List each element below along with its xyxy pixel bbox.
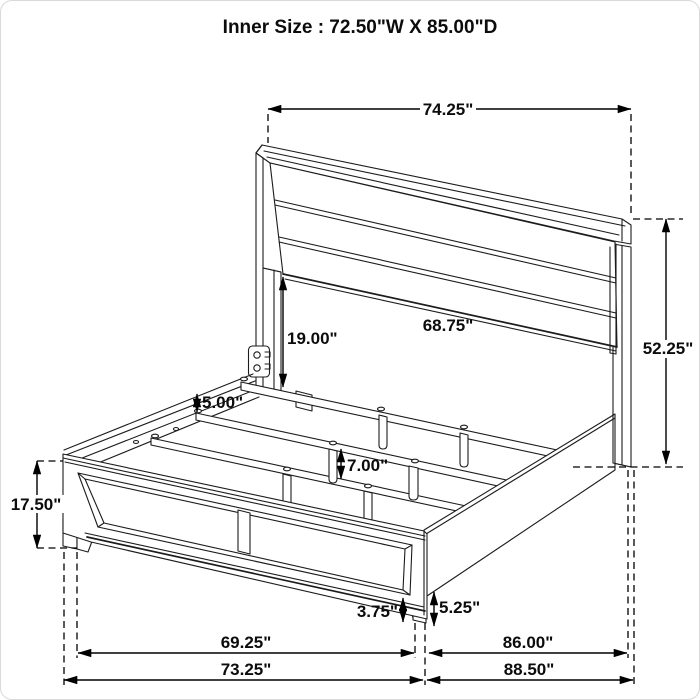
dim-label-headboard-height: 52.25": [642, 339, 694, 358]
dim-label-headboard-opening: 19.00": [287, 329, 338, 348]
dim-label-rail-gap: 5.00": [202, 393, 244, 412]
dim-label-headboard-width: 68.75": [422, 316, 474, 335]
bed-frame-drawing: [63, 145, 631, 623]
dim-label-footboard-height: 17.50": [10, 495, 62, 514]
dim-label-foot-bracket-height: 3.75": [356, 602, 398, 621]
dim-label-depth-inner: 86.00": [502, 633, 554, 652]
headboard: [249, 145, 632, 467]
dim-label-footboard-outer-width: 73.25": [220, 660, 272, 679]
footboard: [63, 454, 427, 623]
dim-label-top-width: 74.25": [422, 100, 474, 119]
dim-label-support-leg-height: 7.00": [347, 456, 389, 475]
page-title: Inner Size : 72.50"W X 85.00"D: [222, 17, 498, 38]
dim-label-depth-outer: 88.50": [503, 660, 555, 679]
dim-label-corner-foot-height: 5.25": [439, 598, 481, 617]
rail-bracket: [249, 346, 271, 377]
bed-line-drawing: [1, 1, 700, 700]
dim-label-footboard-inner-width: 69.25": [220, 633, 272, 652]
